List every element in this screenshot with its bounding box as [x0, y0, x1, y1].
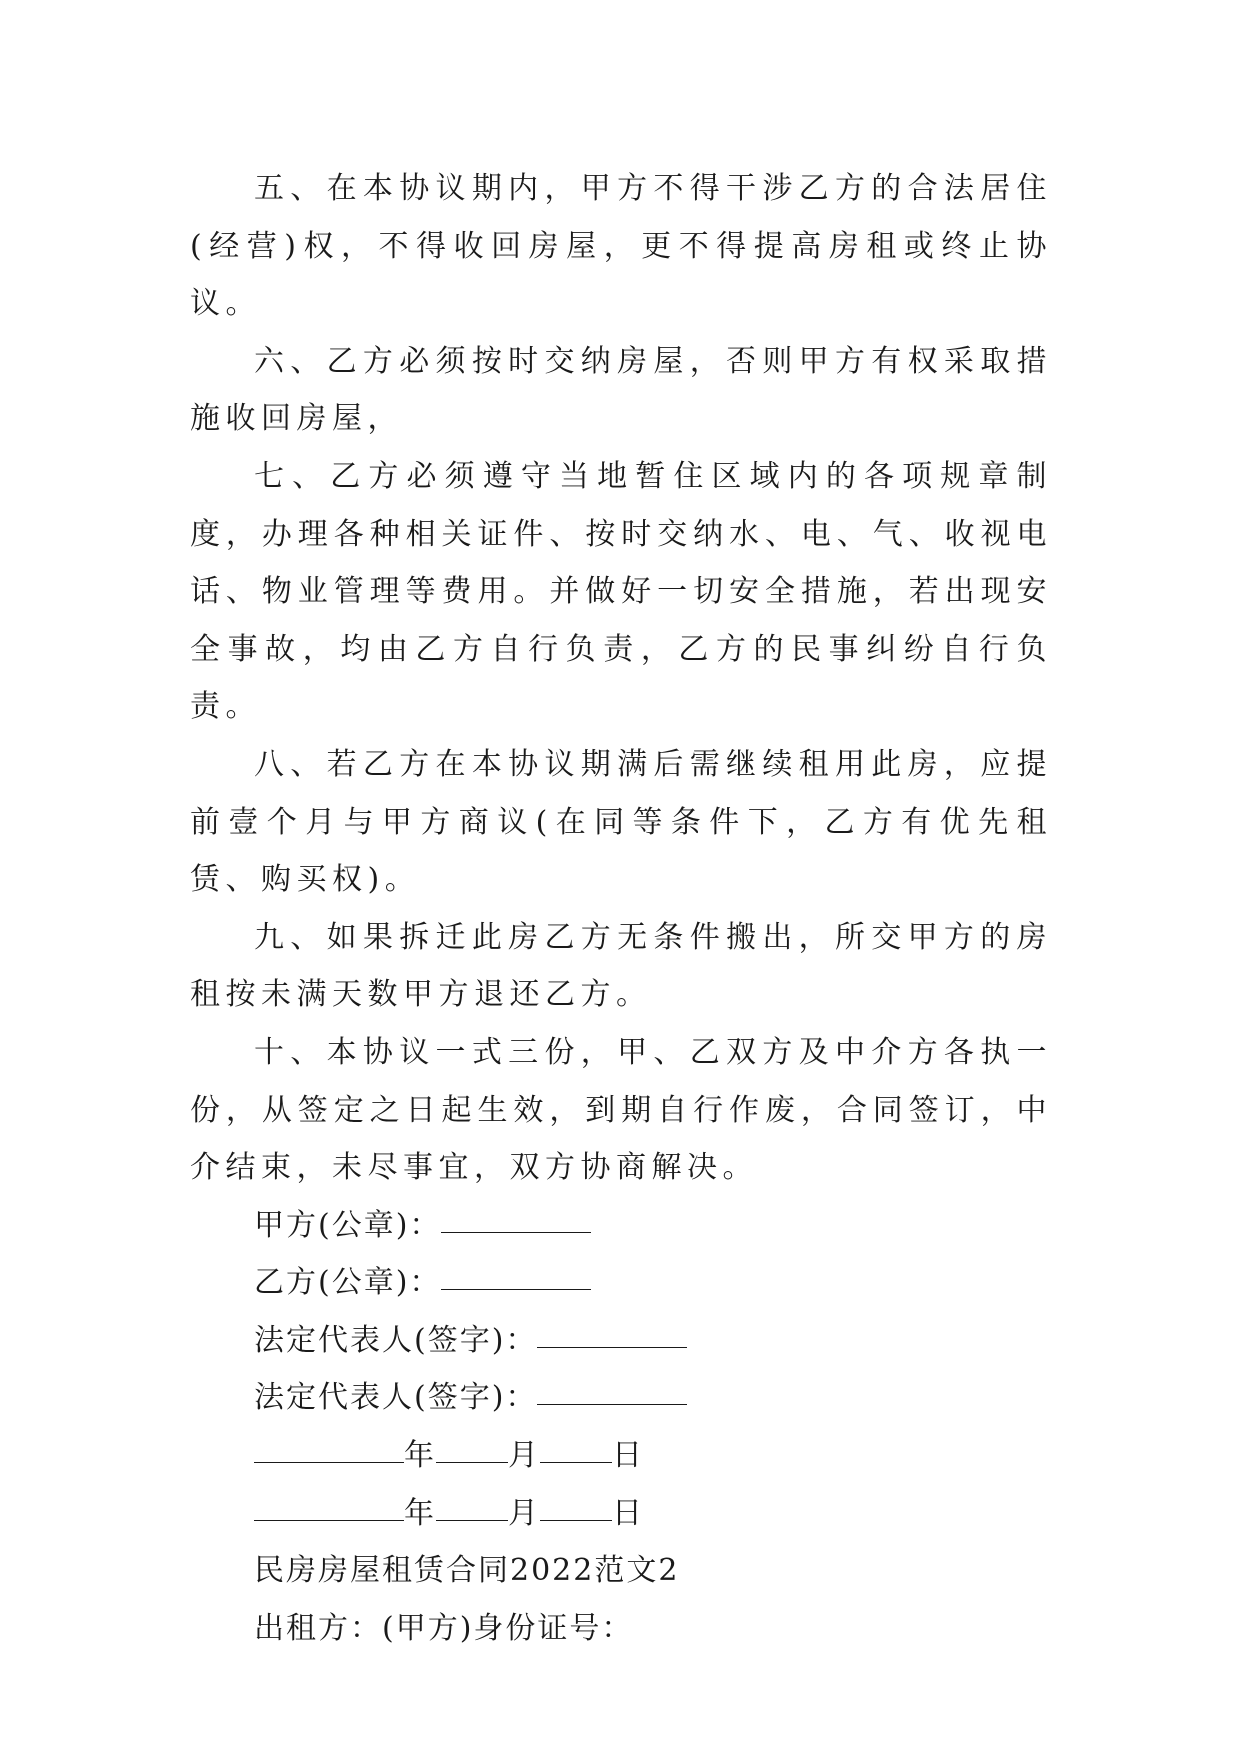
month-blank-1 — [436, 1432, 508, 1463]
legal-rep-label-2: 法定代表人(签字)： — [254, 1380, 538, 1416]
legal-rep-line-1 — [190, 1312, 1052, 1370]
year-blank-1 — [254, 1432, 404, 1463]
party-a-seal-blank — [441, 1202, 591, 1233]
day-blank-2 — [540, 1490, 612, 1521]
next-section-title: 民房房屋租赁合同2022范文2 — [254, 1553, 680, 1589]
clause-7: 七、乙方必须遵守当地暂住区域内的各项规章制度，办理各种相关证件、按时交纳水、电、气、收视电话、物业管理等费用。并做好一切安全措施，若出现安全事故，均由乙方自行负责，乙方的民事纠纷自行负责。 — [190, 458, 1052, 725]
date-line-1 — [190, 1427, 1052, 1485]
day-blank-1 — [540, 1432, 612, 1463]
clause-10: 十、本协议一式三份，甲、乙双方及中介方各执一份，从签定之日起生效，到期自行作废，合同签订，中介结束，未尽事宜，双方协商解决。 — [190, 1034, 1052, 1186]
party-a-seal-line — [190, 1197, 1052, 1255]
day-label-2: 日 — [612, 1495, 644, 1531]
year-blank-2 — [254, 1490, 404, 1521]
party-b-seal-label: 乙方(公章)： — [254, 1265, 442, 1301]
party-a-seal-label: 甲方(公章)： — [254, 1207, 442, 1243]
clause-5: 五、在本协议期内，甲方不得干涉乙方的合法居住(经营)权，不得收回房屋，更不得提高房租或终止协议。 — [190, 171, 1052, 322]
lessor-line: 出租方：(甲方)身份证号： — [254, 1610, 634, 1646]
legal-rep-blank-2 — [537, 1374, 687, 1405]
month-blank-2 — [436, 1490, 508, 1521]
month-label-1: 月 — [508, 1438, 540, 1474]
year-label-1: 年 — [404, 1438, 436, 1474]
clause-9: 九、如果拆迁此房乙方无条件搬出，所交甲方的房租按未满天数甲方退还乙方。 — [190, 919, 1052, 1013]
month-label-2: 月 — [508, 1495, 540, 1531]
party-b-seal-line — [190, 1254, 1052, 1312]
day-label-1: 日 — [612, 1438, 644, 1474]
year-label-2: 年 — [404, 1495, 436, 1531]
legal-rep-label-1: 法定代表人(签字)： — [254, 1322, 538, 1358]
clause-6: 六、乙方必须按时交纳房屋，否则甲方有权采取措施收回房屋， — [190, 343, 1052, 437]
legal-rep-line-2 — [190, 1369, 1052, 1427]
date-line-2 — [190, 1485, 1052, 1543]
document-body — [190, 160, 1052, 1657]
clause-8: 八、若乙方在本协议期满后需继续租用此房，应提前壹个月与甲方商议(在同等条件下，乙方有优先租赁、购买权)。 — [190, 746, 1052, 898]
legal-rep-blank-1 — [537, 1317, 687, 1348]
party-b-seal-blank — [441, 1259, 591, 1290]
